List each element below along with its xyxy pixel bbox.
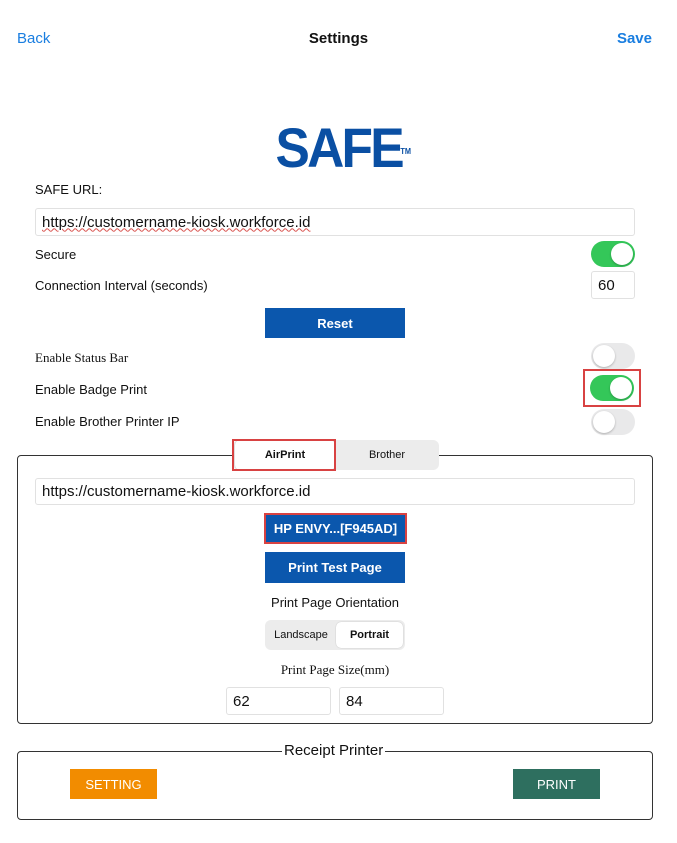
logo-wordmark: SAFE TM xyxy=(275,118,401,178)
toggle-knob xyxy=(593,411,615,433)
page-width-input[interactable] xyxy=(226,687,331,715)
airprint-url-value: https://customername-kiosk.workforce.id xyxy=(42,483,311,500)
brother-ip-label: Enable Brother Printer IP xyxy=(35,414,180,429)
print-test-page-button[interactable]: Print Test Page xyxy=(265,552,405,583)
status-bar-toggle[interactable] xyxy=(591,343,635,369)
page-height-input[interactable] xyxy=(339,687,444,715)
select-printer-button[interactable]: HP ENVY...[F945AD] xyxy=(266,515,405,542)
page-size-label: Print Page Size(mm) xyxy=(280,662,390,677)
secure-toggle[interactable] xyxy=(591,241,635,267)
toggle-knob xyxy=(593,345,615,367)
tab-airprint[interactable]: AirPrint xyxy=(235,440,335,470)
brother-ip-toggle[interactable] xyxy=(591,409,635,435)
orientation-portrait[interactable]: Portrait xyxy=(336,622,403,648)
toggle-knob xyxy=(610,377,632,399)
trademark-mark: TM xyxy=(400,147,411,156)
airprint-url-input[interactable] xyxy=(35,478,635,505)
receipt-printer-legend: Receipt Printer xyxy=(284,742,384,759)
printer-button-highlight xyxy=(264,513,407,544)
reset-button[interactable]: Reset xyxy=(265,308,405,338)
connection-interval-value: 60 xyxy=(598,276,615,294)
safe-url-label: SAFE URL: xyxy=(35,182,103,197)
airprint-tab-highlight xyxy=(232,439,336,471)
save-button[interactable]: Save xyxy=(616,30,652,47)
receipt-setting-button[interactable]: SETTING xyxy=(70,769,157,799)
badge-print-label: Enable Badge Print xyxy=(35,382,148,397)
orientation-selector xyxy=(265,620,405,650)
receipt-print-button[interactable]: PRINT xyxy=(513,769,600,799)
orientation-label: Print Page Orientation xyxy=(271,595,399,610)
status-bar-label: Enable Status Bar xyxy=(35,350,129,365)
tab-brother[interactable]: Brother xyxy=(368,449,406,461)
orientation-landscape[interactable]: Landscape xyxy=(274,629,328,641)
back-button[interactable]: Back xyxy=(17,30,51,47)
connection-interval-input[interactable] xyxy=(591,271,635,299)
page-height-value: 84 xyxy=(346,692,363,710)
safe-url-input[interactable] xyxy=(35,208,635,236)
secure-label: Secure xyxy=(35,247,77,262)
page-width-value: 62 xyxy=(233,692,250,710)
connection-interval-label: Connection Interval (seconds) xyxy=(35,278,208,293)
toggle-knob xyxy=(611,243,633,265)
badge-print-toggle[interactable] xyxy=(590,375,634,401)
safe-logo xyxy=(0,118,677,178)
page-title: Settings xyxy=(308,30,369,47)
safe-url-value: https://customername-kiosk.workforce.id xyxy=(42,213,311,231)
